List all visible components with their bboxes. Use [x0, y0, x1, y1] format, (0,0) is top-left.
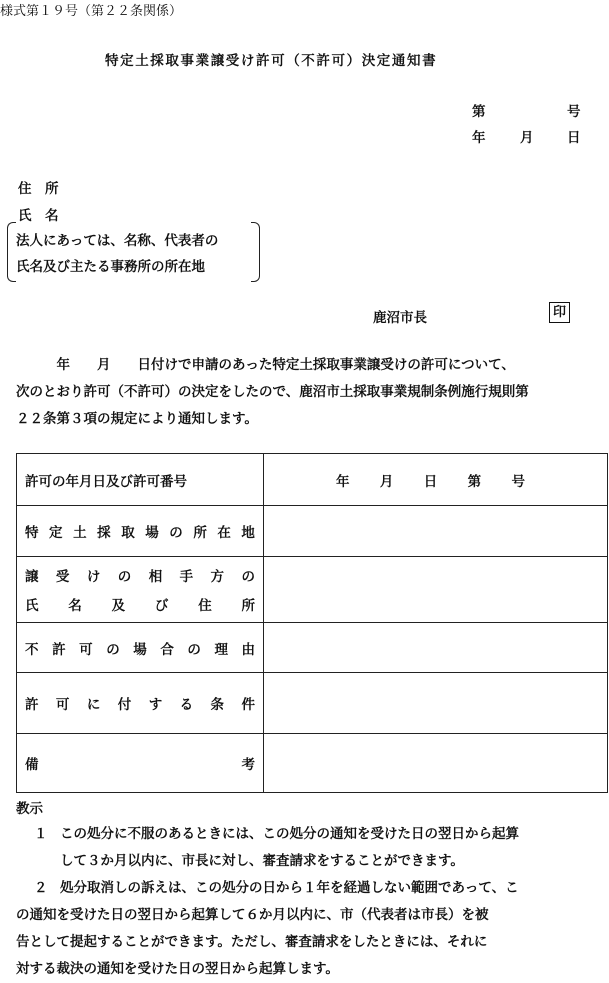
table-row — [17, 454, 608, 506]
corporate-note-line1: 法人にあっては、名称、代表者の — [16, 233, 219, 249]
notice-item-2-line4: 対する裁決の通知を受けた日の翌日から起算します。 — [16, 961, 339, 977]
notice-item-1-number: １ — [34, 826, 48, 842]
permit-table — [16, 453, 608, 793]
notice-item-2-line1: 処分取消しの訴えは、この処分の日から１年を経過しない範囲であって、こ — [60, 880, 519, 896]
body-line1: 年 月 日付けで申請のあった特定土採取事業譲受けの許可について、 — [16, 357, 515, 373]
reference-go: 号 — [567, 104, 581, 120]
body-line3: ２２条第３項の規定により通知します。 — [16, 411, 258, 427]
table-row — [17, 673, 608, 734]
body-text — [16, 352, 606, 433]
permit-date-number-label: 許可の年月日及び許可番号 — [17, 454, 264, 506]
notice-item-1-line1: この処分に不服のあるときには、この処分の通知を受けた日の翌日から起算 — [60, 826, 519, 842]
document-title: 特定土採取事業譲受け許可（不許可）決定通知書 — [105, 53, 438, 69]
seal-mark: 印 — [549, 302, 570, 323]
left-bracket — [7, 222, 16, 282]
permit-conditions-label: 許 可 に 付 す る 条 件 — [17, 673, 264, 734]
remarks-value — [264, 734, 608, 793]
site-location-value — [264, 506, 608, 557]
value-go: 号 — [511, 473, 525, 490]
denial-reason-label: 不 許 可 の 場 合 の 理 由 — [17, 623, 264, 673]
transferor-value — [264, 557, 608, 623]
address-label: 住 所 — [18, 181, 59, 197]
corporate-note-line2: 氏名及び主たる事務所の所在地 — [16, 259, 205, 275]
table-row — [17, 623, 608, 673]
transferor-label: 譲 受 け の 相 手 方 の 氏 名 及 び 住 所 — [17, 557, 264, 623]
corporate-note — [16, 228, 218, 280]
notice-body — [16, 821, 609, 983]
notice-item-1-line2: して３か月以内に、市長に対し、審査請求をすることができます。 — [60, 853, 464, 869]
right-bracket — [251, 222, 260, 282]
notice-heading: 教示 — [16, 801, 43, 817]
notice-item-2 — [34, 875, 609, 902]
reference-dai: 第 — [472, 104, 486, 120]
name-label: 氏 名 — [18, 208, 59, 224]
issuer-mayor: 鹿沼市長 — [373, 310, 427, 326]
denial-reason-value — [264, 623, 608, 673]
value-day: 日 — [423, 473, 438, 490]
value-dai: 第 — [467, 473, 482, 490]
form-number: 様式第１９号（第２２条関係） — [0, 4, 183, 19]
notice-item-2-line2: の通知を受けた日の翌日から起算して６か月以内に、市（代表者は市長）を被 — [16, 907, 489, 923]
value-year: 年 — [336, 473, 350, 490]
table-row — [17, 557, 608, 623]
table-row — [17, 734, 608, 793]
permit-conditions-value — [264, 673, 608, 734]
notice-item-2-number: ２ — [34, 880, 48, 896]
date-month: 月 — [520, 130, 534, 146]
date-year: 年 — [472, 130, 486, 146]
value-month: 月 — [379, 473, 394, 490]
remarks-label: 備 考 — [17, 734, 264, 793]
site-location-label: 特 定 土 採 取 場 の 所 在 地 — [17, 506, 264, 557]
table-row — [17, 506, 608, 557]
date-day: 日 — [567, 130, 581, 146]
notice-item-2-line3: 告として提起することができます。ただし、審査請求をしたときには、それに — [16, 934, 488, 950]
notice-item-1 — [34, 821, 609, 875]
permit-date-number-value — [264, 454, 608, 506]
body-line2: 次のとおり許可（不許可）の決定をしたので、鹿沼市土採取事業規制条例施行規則第 — [16, 384, 529, 400]
